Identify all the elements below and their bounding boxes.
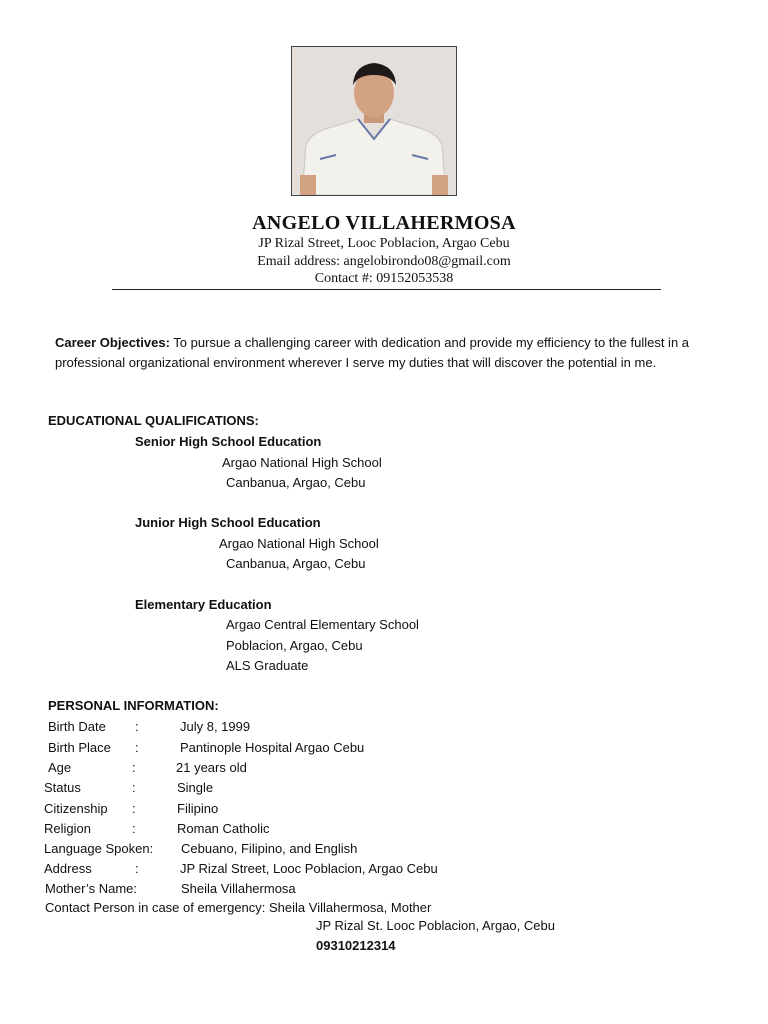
religion-value: Roman Catholic <box>177 821 270 836</box>
elementary-location: Poblacion, Argao, Cebu <box>226 638 363 653</box>
birth-date-value: July 8, 1999 <box>180 719 251 734</box>
emergency-contact-line: Contact Person in case of emergency: Sheila Villahermosa, Mother <box>45 900 432 915</box>
colon: : <box>135 861 139 876</box>
career-objective-text: To pursue a challenging career with dedication and provide my efficiency to the fullest in a professional organizational environment wherever I serve my duties that will discover the potential in me. <box>55 335 690 370</box>
header-email: Email address: angelobirondo08@gmail.com <box>257 254 511 269</box>
age-label: Age <box>48 760 72 775</box>
status-label: Status <box>44 780 81 795</box>
profile-photo <box>291 46 457 196</box>
applicant-name: ANGELO VILLAHERMOSA <box>252 212 516 234</box>
address-label: Address <box>44 861 92 876</box>
junior-high-school: Argao National High School <box>219 536 379 551</box>
religion-label: Religion <box>44 821 91 836</box>
birth-place-value: Pantinople Hospital Argao Cebu <box>180 740 365 755</box>
birth-date-label: Birth Date <box>48 719 106 734</box>
emergency-contact-address: JP Rizal St. Looc Poblacion, Argao, Cebu <box>316 918 555 933</box>
citizenship-label: Citizenship <box>44 801 108 816</box>
elementary-school: Argao Central Elementary School <box>226 617 419 632</box>
senior-high-title: Senior High School Education <box>135 434 322 449</box>
status-value: Single <box>177 780 214 795</box>
junior-high-title: Junior High School Education <box>135 515 321 530</box>
colon: : <box>135 719 139 734</box>
colon: : <box>135 740 139 755</box>
address-value: JP Rizal Street, Looc Poblacion, Argao Cebu <box>180 861 438 876</box>
personal-heading: PERSONAL INFORMATION: <box>48 698 219 713</box>
elementary-title: Elementary Education <box>135 597 272 612</box>
mother-value: Sheila Villahermosa <box>181 881 296 896</box>
colon: : <box>132 780 136 795</box>
header-address: JP Rizal Street, Looc Poblacion, Argao Cebu <box>258 236 510 251</box>
junior-high-location: Canbanua, Argao, Cebu <box>226 556 366 571</box>
elementary-note: ALS Graduate <box>226 658 309 673</box>
colon: : <box>132 760 136 775</box>
education-heading: EDUCATIONAL QUALIFICATIONS: <box>48 413 259 428</box>
language-value: Cebuano, Filipino, and English <box>181 841 358 856</box>
emergency-contact-phone: 09310212314 <box>316 938 396 953</box>
header-contact: Contact #: 09152053538 <box>314 271 454 286</box>
citizenship-value: Filipino <box>177 801 219 816</box>
career-objective-label: Career Objectives: <box>55 335 170 350</box>
senior-high-location: Canbanua, Argao, Cebu <box>226 475 366 490</box>
language-label: Language Spoken: <box>44 841 154 856</box>
age-value: 21 years old <box>176 760 247 775</box>
mother-label: Mother’s Name: <box>45 881 137 896</box>
colon: : <box>132 801 136 816</box>
birth-place-label: Birth Place <box>48 740 111 755</box>
senior-high-school: Argao National High School <box>222 455 382 470</box>
colon: : <box>132 821 136 836</box>
header-divider <box>112 289 661 290</box>
career-objective <box>55 333 715 372</box>
